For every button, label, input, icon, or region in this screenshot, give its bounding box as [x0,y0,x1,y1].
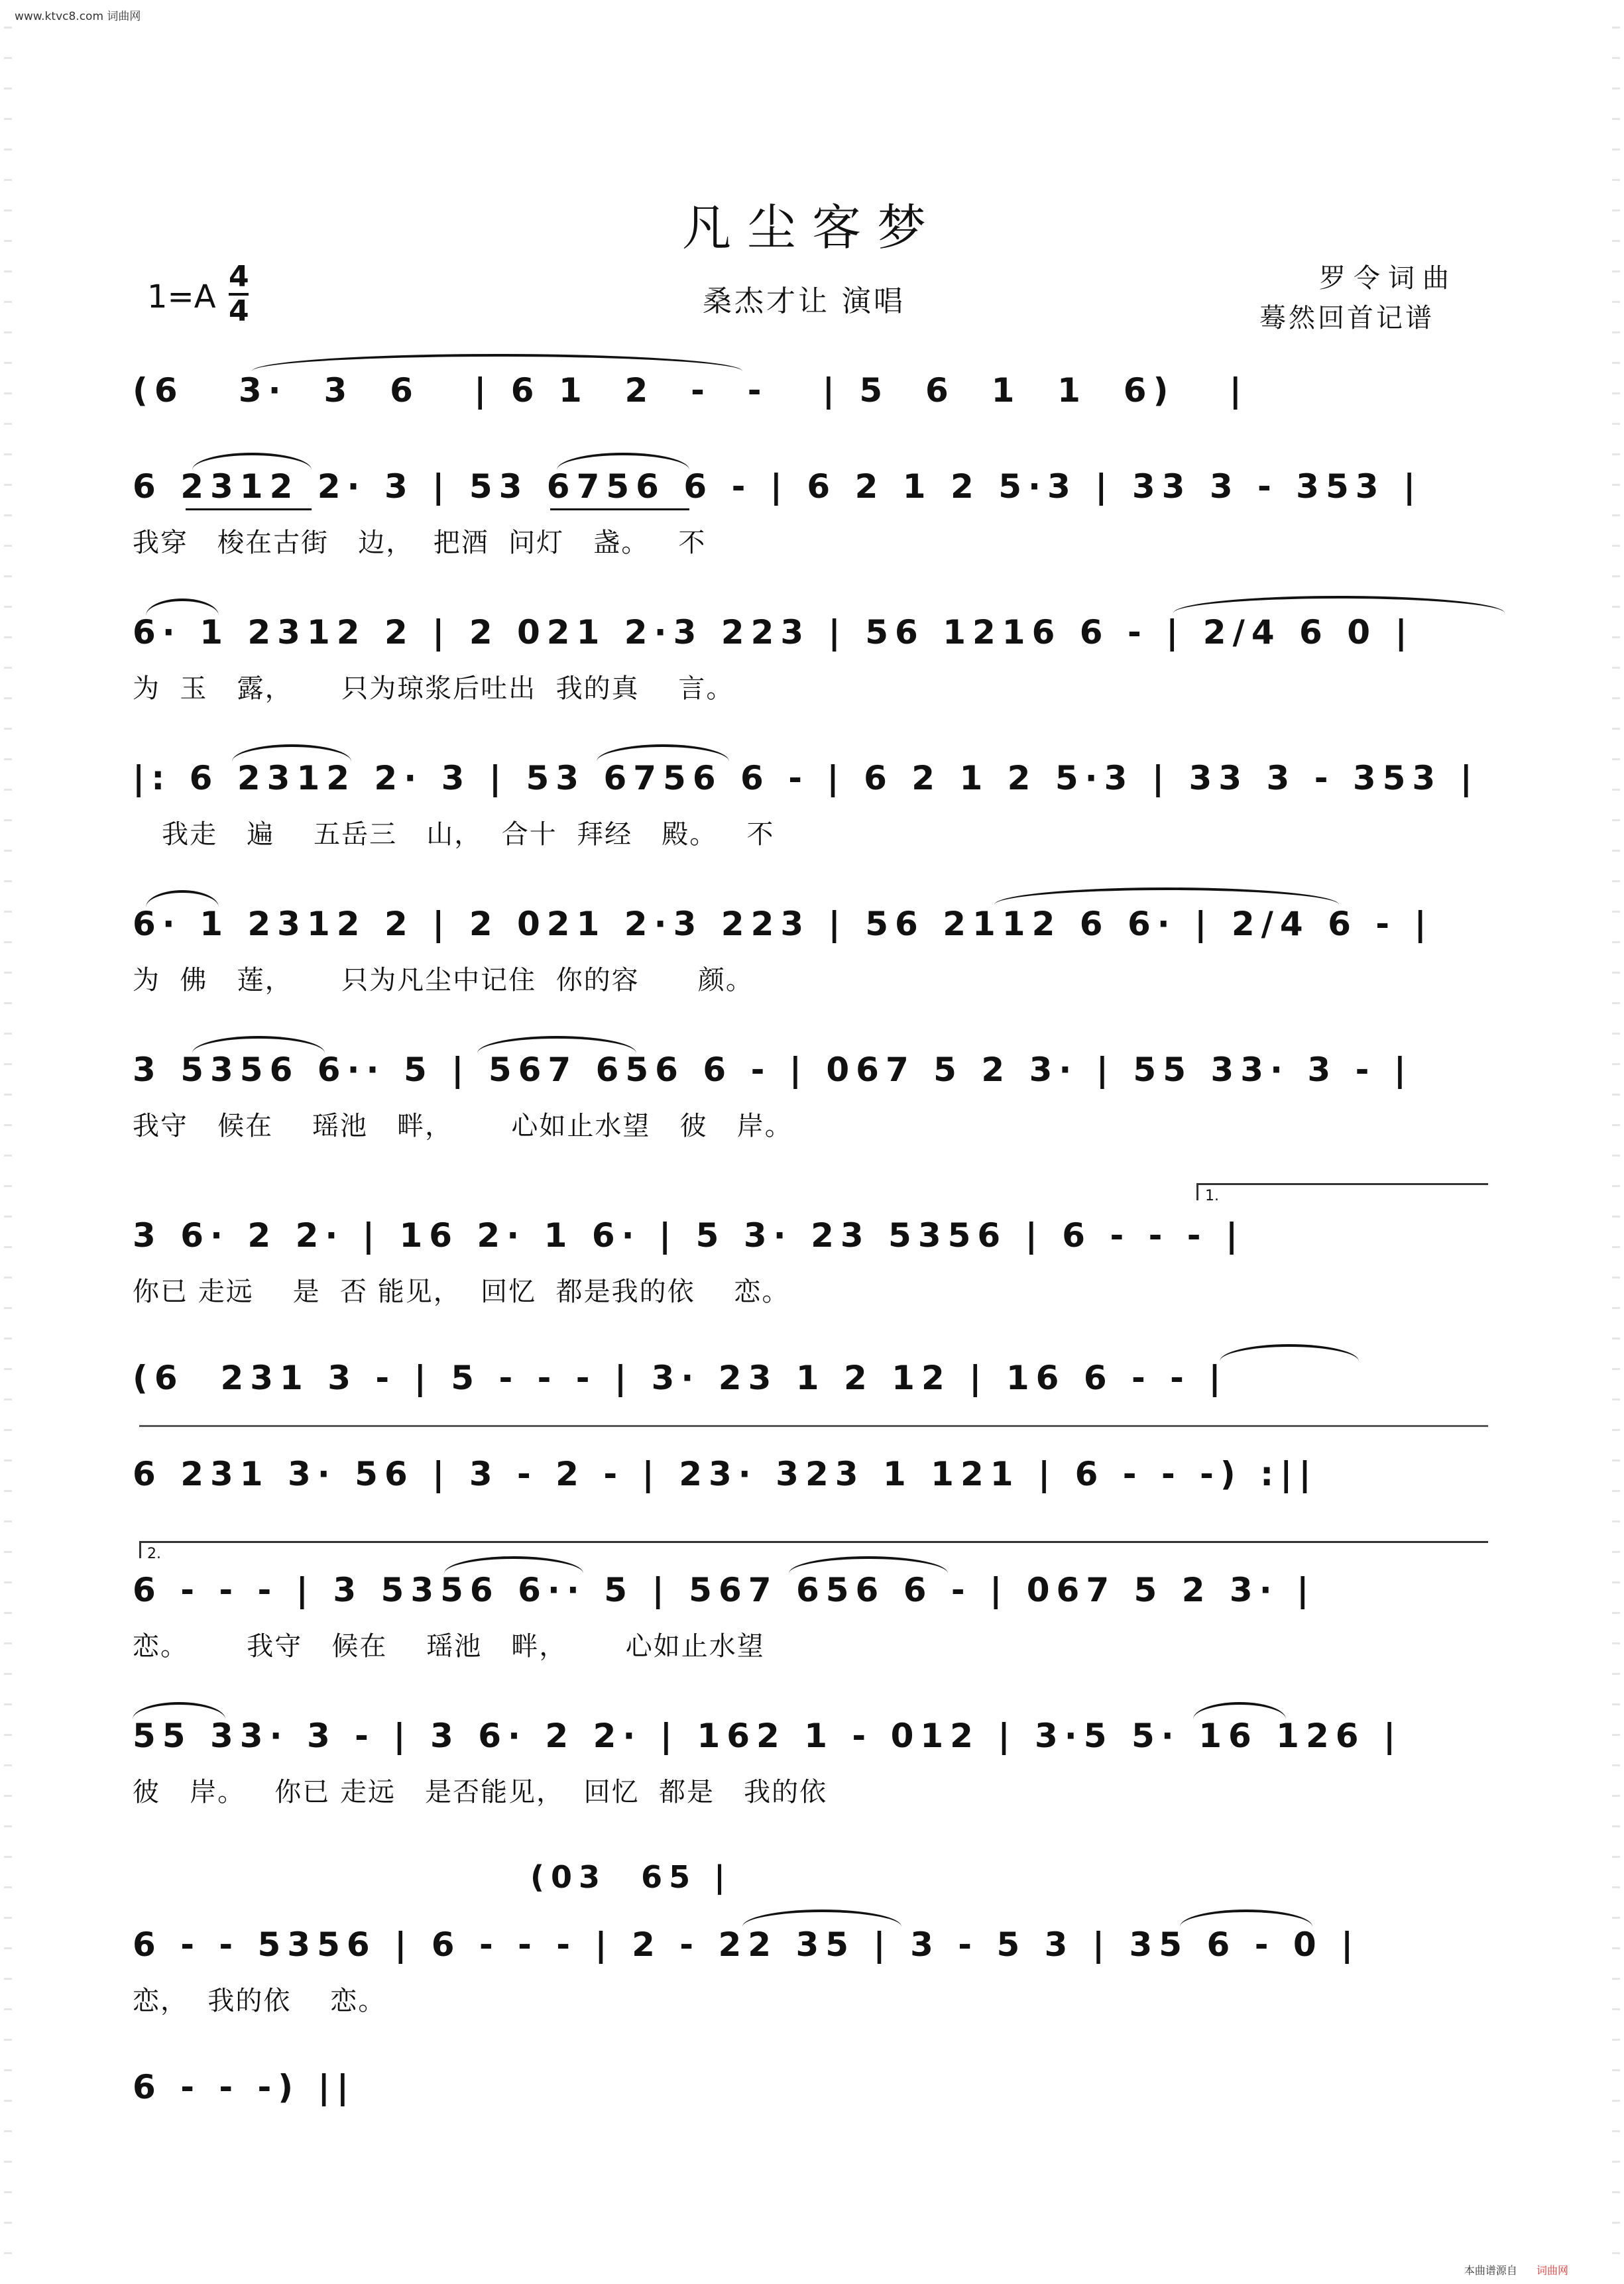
site-url: www.ktvc8.com 词曲网 [15,10,141,23]
time-signature [229,262,249,326]
lyricist-composer: 罗令词曲 [1319,263,1457,294]
lyrics-line: 恋。 我守 候在 瑶池 畔， 心如止水望 [133,1631,765,1662]
lyrics-line: 你已 走远 是 否 能见， 回忆 都是我的依 恋。 [133,1277,790,1307]
notes-line: 3 6· 2 2· | 16 2· 1 6· | 5 3· 23 5356 | 6 - - - | [133,1216,1245,1255]
slur [192,1036,325,1053]
section-rule [139,1425,1488,1427]
page-title: 凡尘客梦 [682,200,942,257]
lyrics-line: 恋， 我的依 恋。 [133,1986,386,2016]
slur [994,887,1339,905]
volta-2-bracket [139,1541,1488,1543]
slur [146,599,219,616]
lyrics-line: 为 玉 露， 只为琼浆后吐出 我的真 言。 [133,673,734,704]
time-bottom: 4 [229,294,249,328]
key-signature: 1=A [147,278,216,315]
slur [477,1036,636,1053]
notes-line: 6· 1 2312 2 | 2 021 2·3 223 | 56 2112 6 6· | 2/4 6 - | [133,905,1433,943]
slur [557,453,689,470]
bottom-credit-text: 本曲谱源自 [1464,2264,1517,2277]
lyrics-line: 我穿 梭在古街 边， 把酒 问灯 盏。 不 [133,528,707,558]
transcriber: 蓦然回首记谱 [1259,303,1434,333]
notes-line: 6 2312 2· 3 | 53 6756 6 - | 6 2 1 2 5·3 | 33 3 - 353 | [133,467,1422,506]
slur [1173,596,1505,613]
bottom-credit [1464,2262,1568,2277]
slur [146,890,219,907]
beam [186,508,312,510]
volta-1-bracket [1196,1183,1488,1185]
slur [252,354,742,371]
notes-line: 6 - - 5356 | 6 - - - | 2 - 22 35 | 3 - 5 3 | 35 6 - 0 | [133,1925,1360,1964]
notes-line: 6 - - - | 3 5356 6·· 5 | 567 656 6 - | 067 5 2 3· | [133,1571,1316,1609]
slur [1220,1344,1359,1361]
notes-line: |: 6 2312 2· 3 | 53 6756 6 - | 6 2 1 2 5·3 | 33 3 - 353 | [133,759,1479,797]
slur [597,744,729,762]
bottom-site-link[interactable]: 词曲网 [1536,2264,1568,2277]
slur [742,1910,901,1927]
notes-line: 3 5356 6·· 5 | 567 656 6 - | 067 5 2 3· | 55 33· 3 - | [133,1051,1413,1089]
notes-line: 6 231 3· 56 | 3 - 2 - | 23· 323 1 121 | 6 - - -) :|| [133,1455,1318,1493]
lyrics-line: 我守 候在 瑶池 畔， 心如止水望 彼 岸。 [133,1111,793,1141]
slur [232,744,351,762]
notes-line: 55 33· 3 - | 3 6· 2 2· | 162 1 - 012 | 3·5 5· 16 126 | [133,1717,1403,1755]
right-edge-strip [1612,27,1620,2257]
singer: 桑杰才让 演唱 [703,284,905,318]
notes-line: (6 3· 3 6 | 6 1 2 - - | 5 6 1 1 6) | [133,371,1248,410]
slur [444,1556,583,1573]
slur [192,453,312,470]
slur [1180,1910,1312,1927]
time-top: 4 [229,260,249,294]
slur [1193,1702,1286,1719]
left-edge-strip [4,27,12,2257]
lyrics-line: 我走 遍 五岳三 山， 合十 拜经 殿。 不 [133,819,775,850]
beam [550,508,689,510]
notes-line: 6 - - -) || [133,2068,356,2106]
notes-line: (6 231 3 - | 5 - - - | 3· 23 1 2 12 | 16 6 - - | [133,1359,1228,1397]
slur [789,1556,948,1573]
slur [133,1702,225,1719]
volta-1-side [1196,1183,1198,1200]
volta-2-label: 2. [147,1546,161,1562]
notes-line: 6· 1 2312 2 | 2 021 2·3 223 | 56 1216 6 - | 2/4 6 0 | [133,613,1414,652]
lyrics-line: 彼 岸。 你已 走远 是否能见， 回忆 都是 我的依 [133,1777,828,1807]
lyrics-line: 为 佛 莲， 只为凡尘中记住 你的容 颜。 [133,965,754,996]
volta-2-side [139,1541,141,1558]
interlude-notes: (03 65 | [530,1859,732,1895]
volta-1-label: 1. [1205,1188,1219,1204]
